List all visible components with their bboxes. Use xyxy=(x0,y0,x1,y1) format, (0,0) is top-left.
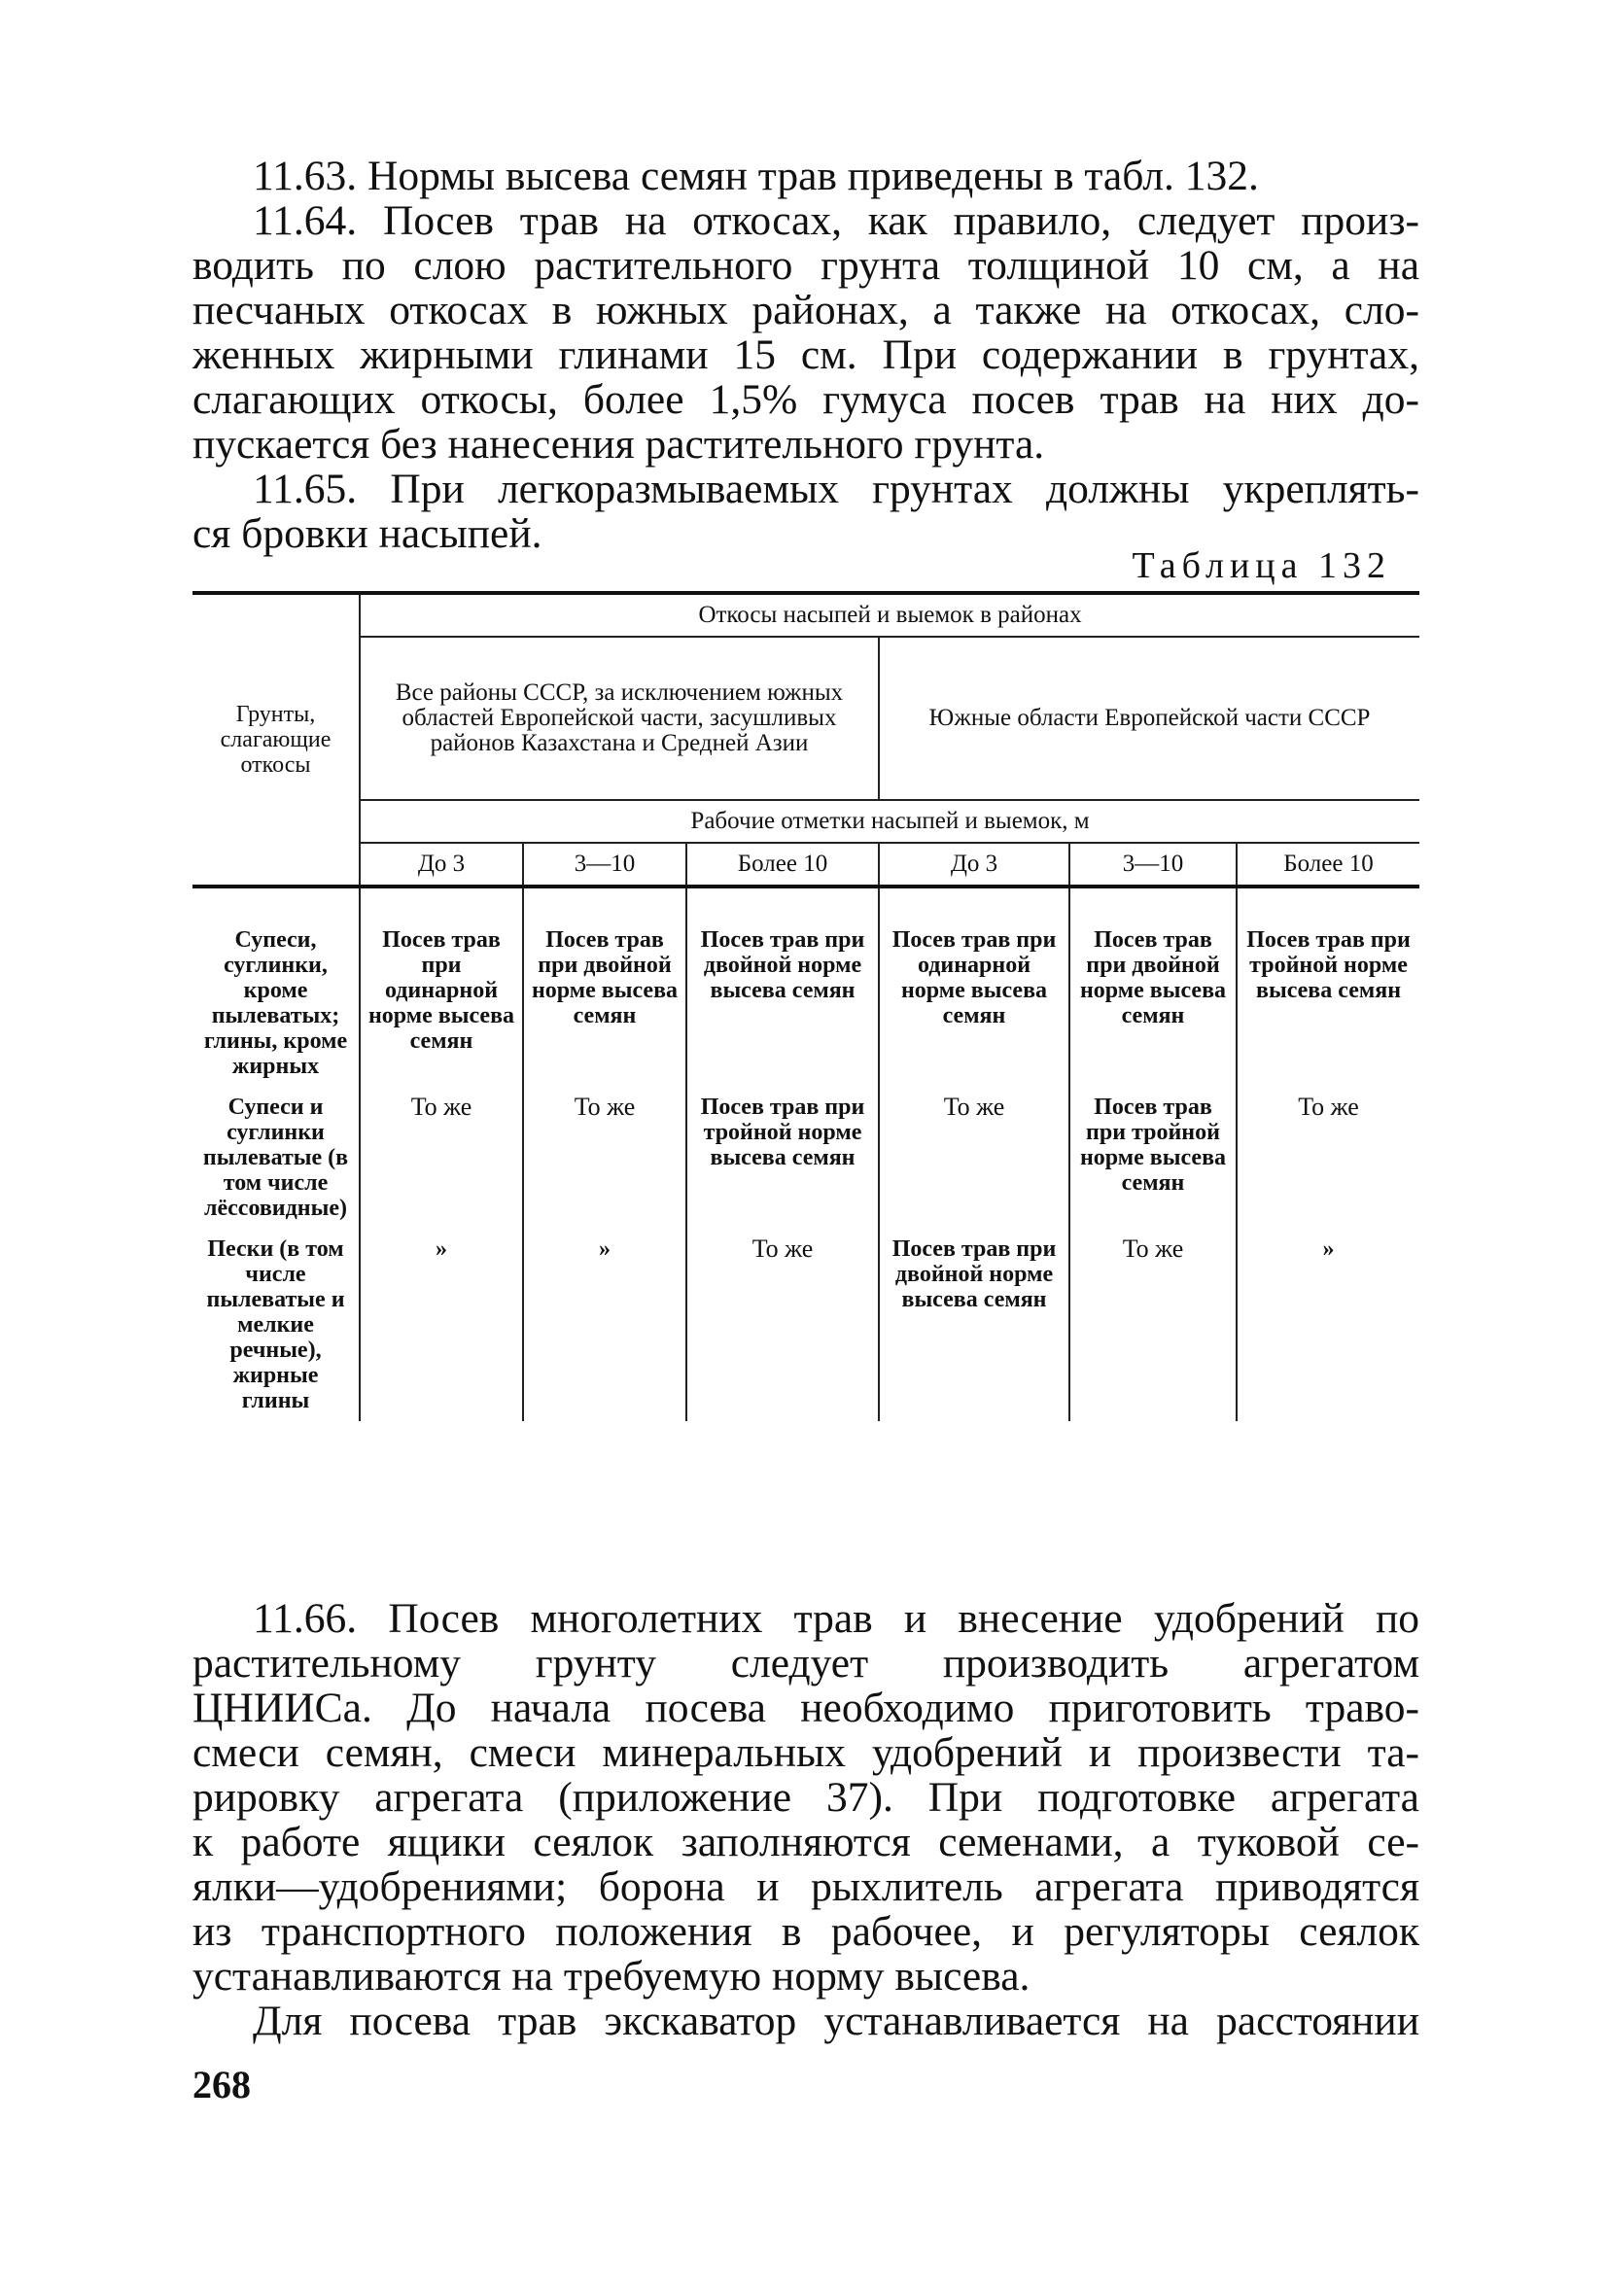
table-cell: Посев трав при одинарной норме высева семян xyxy=(360,887,523,1087)
header-col: 3—10 xyxy=(1069,843,1237,887)
header-soils: Грунты, слагающие откосы xyxy=(192,593,360,887)
table-cell: » xyxy=(360,1229,523,1421)
seeding-rate-table xyxy=(192,591,1419,1421)
text-line: рировку агрегата (приложение 37). При подготовке агрегата xyxy=(192,1774,1419,1821)
table-cell: Посев трав при двойной норме высева семян xyxy=(1069,887,1237,1087)
header-col: До 3 xyxy=(360,843,523,887)
table-cell: То же xyxy=(360,1087,523,1229)
text-line: 11.64. Посев трав на откосах, как правило, следует произ- xyxy=(253,197,1419,244)
text-line: растительному грунту следует производить агрегатом xyxy=(192,1640,1419,1687)
paragraph-bottom xyxy=(192,1596,1419,2043)
row-soil: Пески (в том числе пылеватые и мелкие речные), жирные глины xyxy=(192,1229,360,1421)
table-cell: Посев трав при тройной норме высева семян xyxy=(1237,887,1419,1087)
table-cell: » xyxy=(523,1229,686,1421)
paragraph-top xyxy=(192,154,1419,556)
header-marks: Рабочие отметки насыпей и выемок, м xyxy=(360,800,1419,843)
text-line: смеси семян, смеси минеральных удобрений и произвести та- xyxy=(192,1729,1419,1776)
header-col: Более 10 xyxy=(1237,843,1419,887)
table-caption: Таблица 132 xyxy=(1132,545,1391,586)
text-line: ялки—удобрениями; борона и рыхлитель агрегата приводятся xyxy=(192,1863,1419,1910)
header-col: Более 10 xyxy=(686,843,879,887)
table-cell: Посев трав при двойной норме высева семян xyxy=(523,887,686,1087)
text-line: пускается без нанесения растительного грунта. xyxy=(192,421,1045,468)
table-cell: Посев трав при одинарной норме высева семян xyxy=(879,887,1069,1087)
page-number: 268 xyxy=(192,2063,251,2106)
text-line: ся бровки насыпей. xyxy=(192,510,542,557)
table-cell: То же xyxy=(523,1087,686,1229)
table-cell: Посев трав при двойной норме высева семян xyxy=(686,887,879,1087)
table-cell: То же xyxy=(879,1087,1069,1229)
text-line: 11.63. Нормы высева семян трав приведены в табл. 132. xyxy=(253,153,1259,199)
table-cell: То же xyxy=(1237,1087,1419,1229)
text-line: водить по слою растительного грунта толщиной 10 см, а на xyxy=(192,242,1419,289)
text-line: слагающих откосы, более 1,5% гумуса посев трав на них до- xyxy=(192,376,1419,423)
table-cell: Посев трав при тройной норме высева семян xyxy=(686,1087,879,1229)
table-cell: То же xyxy=(686,1229,879,1421)
text-line: к работе ящики сеялок заполняются семенами, а туковой се- xyxy=(192,1819,1419,1865)
text-line: из транспортного положения в рабочее, и регуляторы сеялок xyxy=(192,1908,1419,1955)
text-line: 11.66. Посев многолетних трав и внесение удобрений по xyxy=(253,1595,1419,1642)
table-row xyxy=(192,887,1419,1087)
text-line: ЦНИИСа. До начала посева необходимо приготовить траво- xyxy=(192,1685,1419,1731)
table-row xyxy=(192,1229,1419,1421)
header-col: 3—10 xyxy=(523,843,686,887)
text-line: песчаных откосах в южных районах, а также на откосах, сло- xyxy=(192,287,1419,333)
table-cell: Посев трав при тройной норме высева семян xyxy=(1069,1087,1237,1229)
header-region-all: Все районы СССР, за исключением южных областей Европейской части, засушливых районов Казахстана и Средней Азии xyxy=(360,637,879,800)
table-row xyxy=(192,1087,1419,1229)
header-region-south: Южные области Европейской части СССР xyxy=(879,637,1419,800)
header-col: До 3 xyxy=(879,843,1069,887)
table-cell: » xyxy=(1237,1229,1419,1421)
text-line: женных жирными глинами 15 см. При содержании в грунтах, xyxy=(192,331,1419,378)
header-slopes: Откосы насыпей и выемок в районах xyxy=(360,593,1419,637)
text-line: 11.65. При легкоразмываемых грунтах должны укреплять- xyxy=(253,466,1419,512)
row-soil: Супеси, суглинки, кроме пылеватых; глины, кроме жирных xyxy=(192,887,360,1087)
table-cell: То же xyxy=(1069,1229,1237,1421)
text-line: устанавливаются на требуемую норму высева. xyxy=(192,1953,1031,2000)
row-soil: Супеси и суглинки пылеватые (в том числе лёссовидные) xyxy=(192,1087,360,1229)
text-line: Для посева трав экскаватор устанавливается на расстоянии xyxy=(253,1998,1419,2044)
table-cell: Посев трав при двойной норме высева семян xyxy=(879,1229,1069,1421)
